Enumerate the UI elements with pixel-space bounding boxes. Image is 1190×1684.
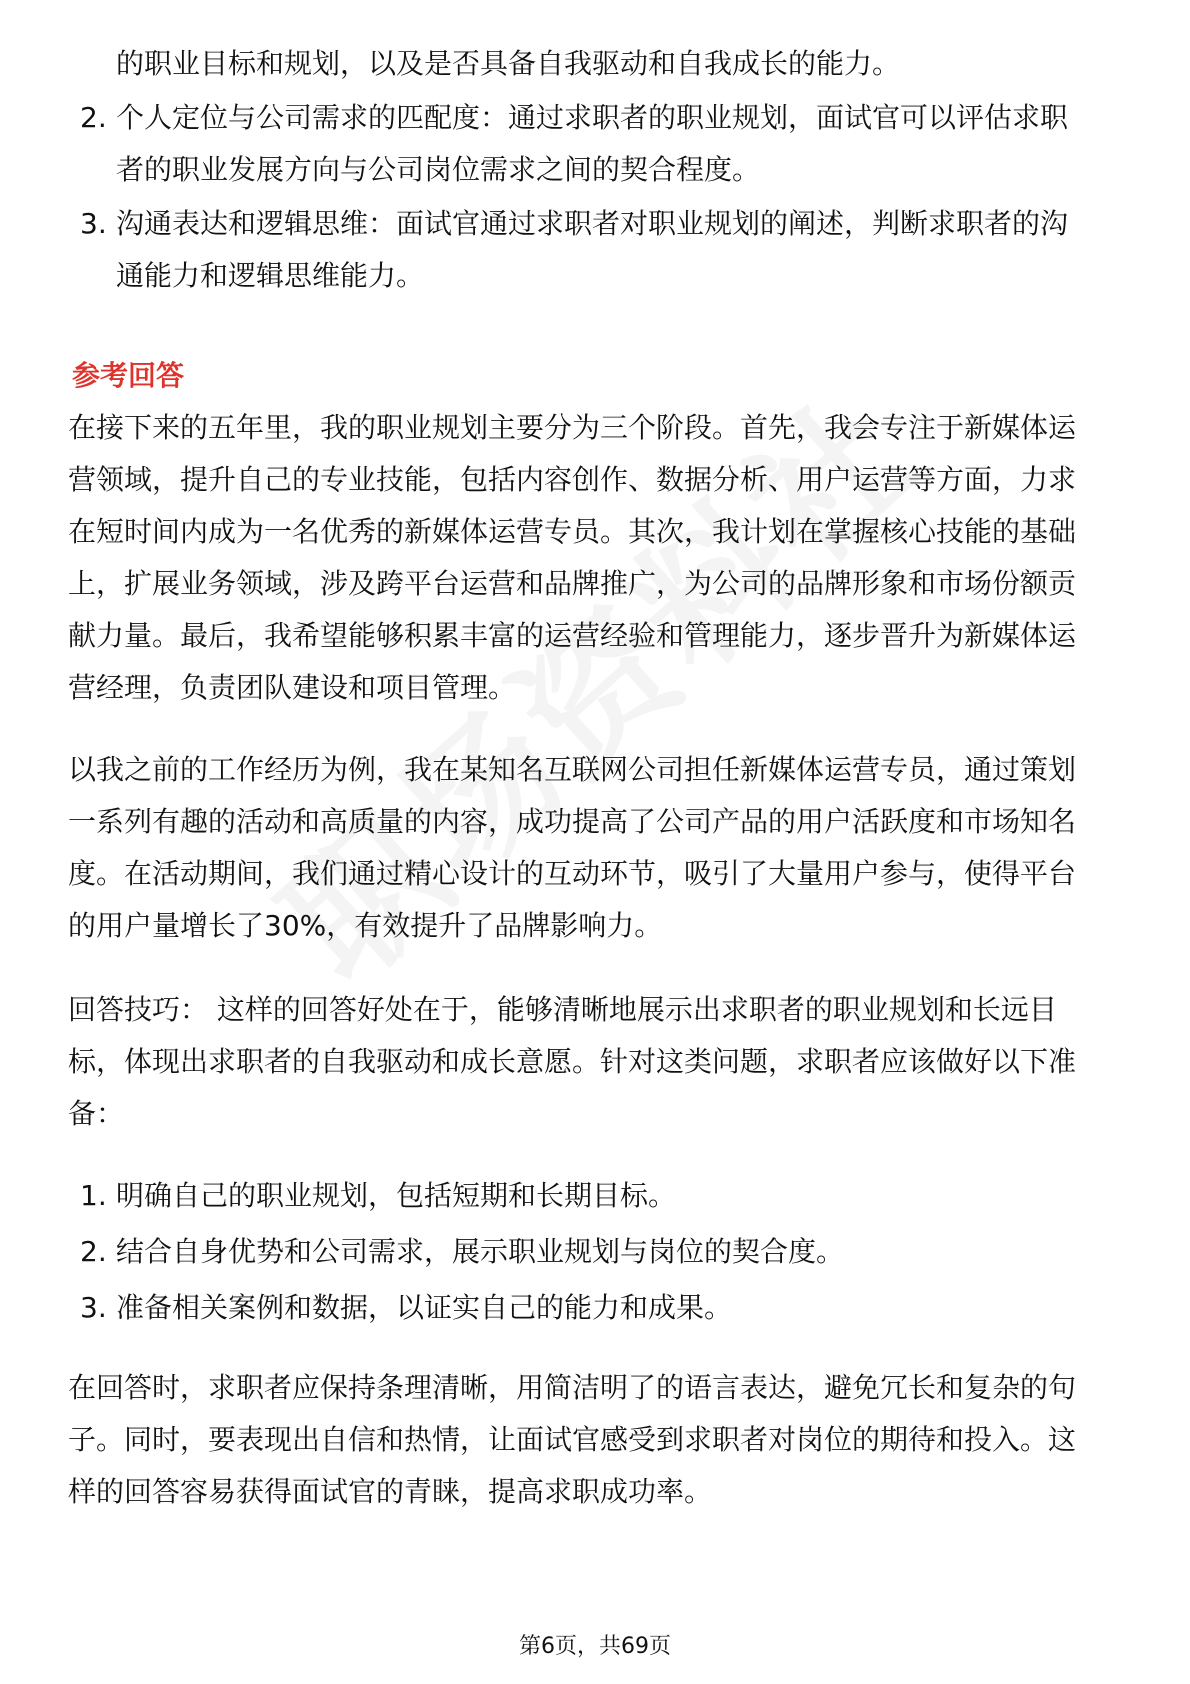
paragraph-line: 样的回答容易获得面试官的青睐，提高求职成功率。 [68, 1475, 713, 1508]
list-item-text: 者的职业发展方向与公司岗位需求之间的契合程度。 [116, 153, 761, 186]
list-item-text: 结合自身优势和公司需求，展示职业规划与岗位的契合度。 [116, 1235, 845, 1268]
paragraph-line: 以我之前的工作经历为例，我在某知名互联网公司担任新媒体运营专员，通过策划 [68, 753, 1077, 786]
paragraph-line: 的用户量增长了30%，有效提升了品牌影响力。 [68, 909, 663, 942]
list-number: 2. [80, 101, 107, 134]
page-number: 第6页，共69页 [519, 1634, 671, 1659]
paragraph-line: 在接下来的五年里，我的职业规划主要分为三个阶段。首先，我会专注于新媒体运 [68, 411, 1077, 444]
list-item-text: 准备相关案例和数据，以证实自己的能力和成果。 [116, 1291, 733, 1324]
paragraph-line: 子。同时，要表现出自信和热情，让面试官感受到求职者对岗位的期待和投入。这 [68, 1423, 1077, 1456]
list-item-text: 通能力和逻辑思维能力。 [116, 259, 425, 292]
list-number: 3. [80, 207, 107, 240]
list-item-text: 明确自己的职业规划，包括短期和长期目标。 [116, 1179, 677, 1212]
paragraph-line: 在短时间内成为一名优秀的新媒体运营专员。其次，我计划在掌握核心技能的基础 [68, 515, 1077, 548]
paragraph-line: 一系列有趣的活动和高质量的内容，成功提高了公司产品的用户活跃度和市场知名 [68, 805, 1077, 838]
list-item-text: 沟通表达和逻辑思维：面试官通过求职者对职业规划的阐述，判断求职者的沟 [116, 207, 1069, 240]
paragraph-line: 上，扩展业务领域，涉及跨平台运营和品牌推广，为公司的品牌形象和市场份额贡 [68, 567, 1077, 600]
paragraph-line: 在回答时，求职者应保持条理清晰，用简洁明了的语言表达，避免冗长和复杂的句 [68, 1371, 1077, 1404]
section-heading: 参考回答 [72, 359, 185, 392]
list-number: 3. [80, 1291, 107, 1324]
paragraph-line: 备： [68, 1097, 125, 1130]
paragraph-line: 营经理，负责团队建设和项目管理。 [68, 671, 517, 704]
paragraph-line: 标，体现出求职者的自我驱动和成长意愿。针对这类问题，求职者应该做好以下准 [68, 1045, 1077, 1078]
list-item-continuation: 的职业目标和规划，以及是否具备自我驱动和自我成长的能力。 [116, 47, 901, 80]
paragraph-line: 回答技巧： 这样的回答好处在于，能够清晰地展示出求职者的职业规划和长远目 [68, 993, 1057, 1026]
list-item-text: 个人定位与公司需求的匹配度：通过求职者的职业规划，面试官可以评估求职 [116, 101, 1069, 134]
paragraph-line: 度。在活动期间，我们通过精心设计的互动环节，吸引了大量用户参与，使得平台 [68, 857, 1077, 890]
paragraph-line: 营领域，提升自己的专业技能，包括内容创作、数据分析、用户运营等方面，力求 [68, 463, 1077, 496]
list-number: 2. [80, 1235, 107, 1268]
list-number: 1. [80, 1179, 107, 1212]
paragraph-line: 献力量。最后，我希望能够积累丰富的运营经验和管理能力，逐步晋升为新媒体运 [68, 619, 1077, 652]
